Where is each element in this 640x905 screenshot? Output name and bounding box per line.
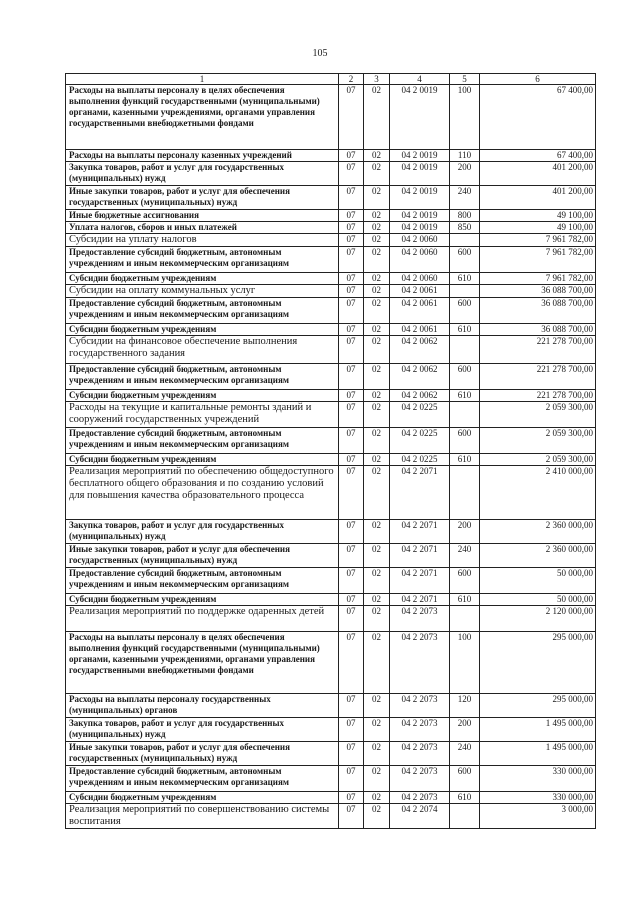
section-code: 07 xyxy=(339,336,364,364)
amount: 330 000,00 xyxy=(480,792,596,804)
target-code: 04 2 0225 xyxy=(390,454,450,466)
table-row xyxy=(66,186,596,210)
expense-type-code: 240 xyxy=(450,186,480,210)
expense-name: Предоставление субсидий бюджетным, автономным учреждениям и иным некоммерческим организациям xyxy=(66,568,339,594)
section-code: 07 xyxy=(339,247,364,273)
target-code: 04 2 0225 xyxy=(390,428,450,454)
amount: 67 400,00 xyxy=(480,85,596,150)
section-code: 07 xyxy=(339,234,364,247)
section-code: 07 xyxy=(339,150,364,162)
expense-name: Закупка товаров, работ и услуг для государственных (муниципальных) нужд xyxy=(66,162,339,186)
section-code: 07 xyxy=(339,718,364,742)
subsection-code: 02 xyxy=(364,324,390,336)
amount: 330 000,00 xyxy=(480,766,596,792)
subsection-code: 02 xyxy=(364,364,390,390)
expense-type-code xyxy=(450,466,480,520)
expense-name: Закупка товаров, работ и услуг для государственных (муниципальных) нужд xyxy=(66,520,339,544)
table-row xyxy=(66,390,596,402)
table-row xyxy=(66,324,596,336)
table-row xyxy=(66,718,596,742)
table-row xyxy=(66,766,596,792)
subsection-code: 02 xyxy=(364,694,390,718)
target-code: 04 2 0062 xyxy=(390,364,450,390)
expense-type-code: 240 xyxy=(450,742,480,766)
target-code: 04 2 2073 xyxy=(390,694,450,718)
expense-type-code xyxy=(450,606,480,632)
expense-name: Субсидии на финансовое обеспечение выполнения государственного задания xyxy=(66,336,339,364)
expense-name: Иные закупки товаров, работ и услуг для обеспечения государственных (муниципальных) нужд xyxy=(66,742,339,766)
expense-type-code: 110 xyxy=(450,150,480,162)
amount: 36 088 700,00 xyxy=(480,285,596,298)
subsection-code: 02 xyxy=(364,390,390,402)
amount: 2 059 300,00 xyxy=(480,402,596,428)
subsection-code: 02 xyxy=(364,632,390,694)
table-row xyxy=(66,428,596,454)
subsection-code: 02 xyxy=(364,402,390,428)
section-code: 07 xyxy=(339,466,364,520)
expense-type-code: 120 xyxy=(450,694,480,718)
target-code: 04 2 0062 xyxy=(390,390,450,402)
target-code: 04 2 0060 xyxy=(390,234,450,247)
expense-type-code: 800 xyxy=(450,210,480,222)
expense-type-code: 100 xyxy=(450,632,480,694)
amount: 7 961 782,00 xyxy=(480,273,596,285)
amount: 2 410 000,00 xyxy=(480,466,596,520)
page-number: 105 xyxy=(312,48,328,59)
amount: 295 000,00 xyxy=(480,632,596,694)
expense-name: Субсидии бюджетным учреждениям xyxy=(66,454,339,466)
subsection-code: 02 xyxy=(364,792,390,804)
table-row xyxy=(66,402,596,428)
table-row xyxy=(66,364,596,390)
col-header-6: 6 xyxy=(480,74,596,85)
subsection-code: 02 xyxy=(364,520,390,544)
subsection-code: 02 xyxy=(364,247,390,273)
expense-name: Расходы на выплаты персоналу в целях обеспечения выполнения функций государственными (муниципальными) органами, казенными учреждениями, органами управления государственными внебюджетными фондами xyxy=(66,632,339,694)
amount: 295 000,00 xyxy=(480,694,596,718)
expense-type-code xyxy=(450,804,480,829)
section-code: 07 xyxy=(339,162,364,186)
budget-table xyxy=(65,73,596,829)
table-row xyxy=(66,336,596,364)
section-code: 07 xyxy=(339,298,364,324)
expense-type-code: 200 xyxy=(450,162,480,186)
expense-name: Субсидии бюджетным учреждениям xyxy=(66,273,339,285)
target-code: 04 2 2073 xyxy=(390,792,450,804)
table-row xyxy=(66,222,596,234)
table-row xyxy=(66,162,596,186)
subsection-code: 02 xyxy=(364,150,390,162)
col-header-4: 4 xyxy=(390,74,450,85)
section-code: 07 xyxy=(339,85,364,150)
expense-type-code: 200 xyxy=(450,520,480,544)
subsection-code: 02 xyxy=(364,466,390,520)
section-code: 07 xyxy=(339,186,364,210)
target-code: 04 2 2071 xyxy=(390,594,450,606)
table-row xyxy=(66,298,596,324)
section-code: 07 xyxy=(339,285,364,298)
section-code: 07 xyxy=(339,428,364,454)
target-code: 04 2 2073 xyxy=(390,718,450,742)
subsection-code: 02 xyxy=(364,606,390,632)
table-row xyxy=(66,520,596,544)
amount: 49 100,00 xyxy=(480,210,596,222)
section-code: 07 xyxy=(339,544,364,568)
expense-type-code: 600 xyxy=(450,766,480,792)
subsection-code: 02 xyxy=(364,186,390,210)
table-row xyxy=(66,247,596,273)
expense-name: Расходы на выплаты персоналу в целях обеспечения выполнения функций государственными (муниципальными) органами, казенными учреждениями, органами управления государственными внебюджетными фондами xyxy=(66,85,339,150)
target-code: 04 2 2073 xyxy=(390,632,450,694)
target-code: 04 2 0019 xyxy=(390,162,450,186)
expense-name: Субсидии бюджетным учреждениям xyxy=(66,324,339,336)
table-row xyxy=(66,632,596,694)
expense-name: Иные закупки товаров, работ и услуг для обеспечения государственных (муниципальных) нужд xyxy=(66,186,339,210)
header-row xyxy=(66,74,596,85)
expense-name: Субсидии на уплату налогов xyxy=(66,234,339,247)
table-row xyxy=(66,792,596,804)
amount: 1 495 000,00 xyxy=(480,742,596,766)
subsection-code: 02 xyxy=(364,428,390,454)
expense-type-code: 200 xyxy=(450,718,480,742)
expense-type-code xyxy=(450,285,480,298)
target-code: 04 2 0225 xyxy=(390,402,450,428)
section-code: 07 xyxy=(339,364,364,390)
table-row xyxy=(66,273,596,285)
expense-type-code xyxy=(450,402,480,428)
expense-type-code: 240 xyxy=(450,544,480,568)
table-row xyxy=(66,742,596,766)
target-code: 04 2 2073 xyxy=(390,742,450,766)
expense-name: Предоставление субсидий бюджетным, автономным учреждениям и иным некоммерческим организациям xyxy=(66,298,339,324)
expense-type-code: 610 xyxy=(450,390,480,402)
amount: 36 088 700,00 xyxy=(480,324,596,336)
amount: 50 000,00 xyxy=(480,594,596,606)
section-code: 07 xyxy=(339,568,364,594)
target-code: 04 2 0061 xyxy=(390,324,450,336)
section-code: 07 xyxy=(339,520,364,544)
amount: 1 495 000,00 xyxy=(480,718,596,742)
expense-type-code: 610 xyxy=(450,792,480,804)
expense-type-code: 600 xyxy=(450,428,480,454)
subsection-code: 02 xyxy=(364,336,390,364)
target-code: 04 2 0060 xyxy=(390,247,450,273)
section-code: 07 xyxy=(339,594,364,606)
col-header-1: 1 xyxy=(66,74,339,85)
amount: 7 961 782,00 xyxy=(480,247,596,273)
amount: 2 360 000,00 xyxy=(480,544,596,568)
subsection-code: 02 xyxy=(364,234,390,247)
section-code: 07 xyxy=(339,804,364,829)
subsection-code: 02 xyxy=(364,804,390,829)
expense-name: Реализация мероприятий по обеспечению общедоступного бесплатного общего образования и по созданию условий для повышения качества образовательного процесса xyxy=(66,466,339,520)
subsection-code: 02 xyxy=(364,85,390,150)
col-header-3: 3 xyxy=(364,74,390,85)
table-row xyxy=(66,210,596,222)
target-code: 04 2 0019 xyxy=(390,186,450,210)
target-code: 04 2 0019 xyxy=(390,85,450,150)
table-row xyxy=(66,694,596,718)
expense-type-code: 100 xyxy=(450,85,480,150)
section-code: 07 xyxy=(339,742,364,766)
target-code: 04 2 0062 xyxy=(390,336,450,364)
subsection-code: 02 xyxy=(364,162,390,186)
section-code: 07 xyxy=(339,766,364,792)
expense-type-code: 600 xyxy=(450,247,480,273)
amount: 67 400,00 xyxy=(480,150,596,162)
expense-type-code: 600 xyxy=(450,568,480,594)
target-code: 04 2 0019 xyxy=(390,150,450,162)
section-code: 07 xyxy=(339,792,364,804)
expense-name: Закупка товаров, работ и услуг для государственных (муниципальных) нужд xyxy=(66,718,339,742)
subsection-code: 02 xyxy=(364,210,390,222)
table-row xyxy=(66,606,596,632)
expense-name: Субсидии на оплату коммунальных услуг xyxy=(66,285,339,298)
subsection-code: 02 xyxy=(364,273,390,285)
section-code: 07 xyxy=(339,402,364,428)
section-code: 07 xyxy=(339,222,364,234)
expense-type-code: 610 xyxy=(450,594,480,606)
amount: 401 200,00 xyxy=(480,186,596,210)
target-code: 04 2 2073 xyxy=(390,606,450,632)
target-code: 04 2 2071 xyxy=(390,568,450,594)
table-row xyxy=(66,454,596,466)
expense-type-code xyxy=(450,336,480,364)
expense-name: Расходы на выплаты персоналу казенных учреждений xyxy=(66,150,339,162)
table-row xyxy=(66,234,596,247)
expense-type-code: 600 xyxy=(450,298,480,324)
table-row xyxy=(66,804,596,829)
expense-type-code: 850 xyxy=(450,222,480,234)
col-header-2: 2 xyxy=(339,74,364,85)
expense-name: Субсидии бюджетным учреждениям xyxy=(66,390,339,402)
expense-name: Расходы на текущие и капитальные ремонты зданий и сооружений государственных учреждений xyxy=(66,402,339,428)
expense-name: Субсидии бюджетным учреждениям xyxy=(66,792,339,804)
expense-name: Иные бюджетные ассигнования xyxy=(66,210,339,222)
amount: 36 088 700,00 xyxy=(480,298,596,324)
subsection-code: 02 xyxy=(364,718,390,742)
subsection-code: 02 xyxy=(364,222,390,234)
amount: 2 059 300,00 xyxy=(480,454,596,466)
table-row xyxy=(66,85,596,150)
section-code: 07 xyxy=(339,210,364,222)
expense-type-code: 610 xyxy=(450,273,480,285)
section-code: 07 xyxy=(339,454,364,466)
target-code: 04 2 0019 xyxy=(390,210,450,222)
table-row xyxy=(66,544,596,568)
subsection-code: 02 xyxy=(364,594,390,606)
expense-type-code: 610 xyxy=(450,454,480,466)
target-code: 04 2 2074 xyxy=(390,804,450,829)
expense-name: Предоставление субсидий бюджетным, автономным учреждениям и иным некоммерческим организациям xyxy=(66,766,339,792)
amount: 221 278 700,00 xyxy=(480,390,596,402)
expense-name: Расходы на выплаты персоналу государственных (муниципальных) органов xyxy=(66,694,339,718)
expense-type-code xyxy=(450,234,480,247)
table-row xyxy=(66,285,596,298)
table-row xyxy=(66,150,596,162)
target-code: 04 2 0060 xyxy=(390,273,450,285)
amount: 49 100,00 xyxy=(480,222,596,234)
expense-name: Предоставление субсидий бюджетным, автономным учреждениям и иным некоммерческим организациям xyxy=(66,428,339,454)
amount: 3 000,00 xyxy=(480,804,596,829)
expense-name: Иные закупки товаров, работ и услуг для обеспечения государственных (муниципальных) нужд xyxy=(66,544,339,568)
section-code: 07 xyxy=(339,390,364,402)
target-code: 04 2 2071 xyxy=(390,544,450,568)
target-code: 04 2 0019 xyxy=(390,222,450,234)
expense-type-code: 610 xyxy=(450,324,480,336)
section-code: 07 xyxy=(339,273,364,285)
subsection-code: 02 xyxy=(364,298,390,324)
subsection-code: 02 xyxy=(364,568,390,594)
expense-name: Уплата налогов, сборов и иных платежей xyxy=(66,222,339,234)
section-code: 07 xyxy=(339,324,364,336)
amount: 2 360 000,00 xyxy=(480,520,596,544)
target-code: 04 2 2071 xyxy=(390,520,450,544)
subsection-code: 02 xyxy=(364,742,390,766)
target-code: 04 2 2071 xyxy=(390,466,450,520)
target-code: 04 2 0061 xyxy=(390,298,450,324)
expense-name: Предоставление субсидий бюджетным, автономным учреждениям и иным некоммерческим организациям xyxy=(66,247,339,273)
expense-name: Реализация мероприятий по поддержке одаренных детей xyxy=(66,606,339,632)
section-code: 07 xyxy=(339,694,364,718)
expense-name: Субсидии бюджетным учреждениям xyxy=(66,594,339,606)
subsection-code: 02 xyxy=(364,285,390,298)
subsection-code: 02 xyxy=(364,544,390,568)
amount: 50 000,00 xyxy=(480,568,596,594)
subsection-code: 02 xyxy=(364,454,390,466)
table-row xyxy=(66,568,596,594)
amount: 401 200,00 xyxy=(480,162,596,186)
expense-name: Реализация мероприятий по совершенствованию системы воспитания xyxy=(66,804,339,829)
expense-type-code: 600 xyxy=(450,364,480,390)
target-code: 04 2 0061 xyxy=(390,285,450,298)
expense-name: Предоставление субсидий бюджетным, автономным учреждениям и иным некоммерческим организациям xyxy=(66,364,339,390)
amount: 221 278 700,00 xyxy=(480,364,596,390)
table-row xyxy=(66,466,596,520)
table-row xyxy=(66,594,596,606)
amount: 2 120 000,00 xyxy=(480,606,596,632)
col-header-5: 5 xyxy=(450,74,480,85)
section-code: 07 xyxy=(339,632,364,694)
amount: 221 278 700,00 xyxy=(480,336,596,364)
section-code: 07 xyxy=(339,606,364,632)
target-code: 04 2 2073 xyxy=(390,766,450,792)
amount: 2 059 300,00 xyxy=(480,428,596,454)
amount: 7 961 782,00 xyxy=(480,234,596,247)
subsection-code: 02 xyxy=(364,766,390,792)
